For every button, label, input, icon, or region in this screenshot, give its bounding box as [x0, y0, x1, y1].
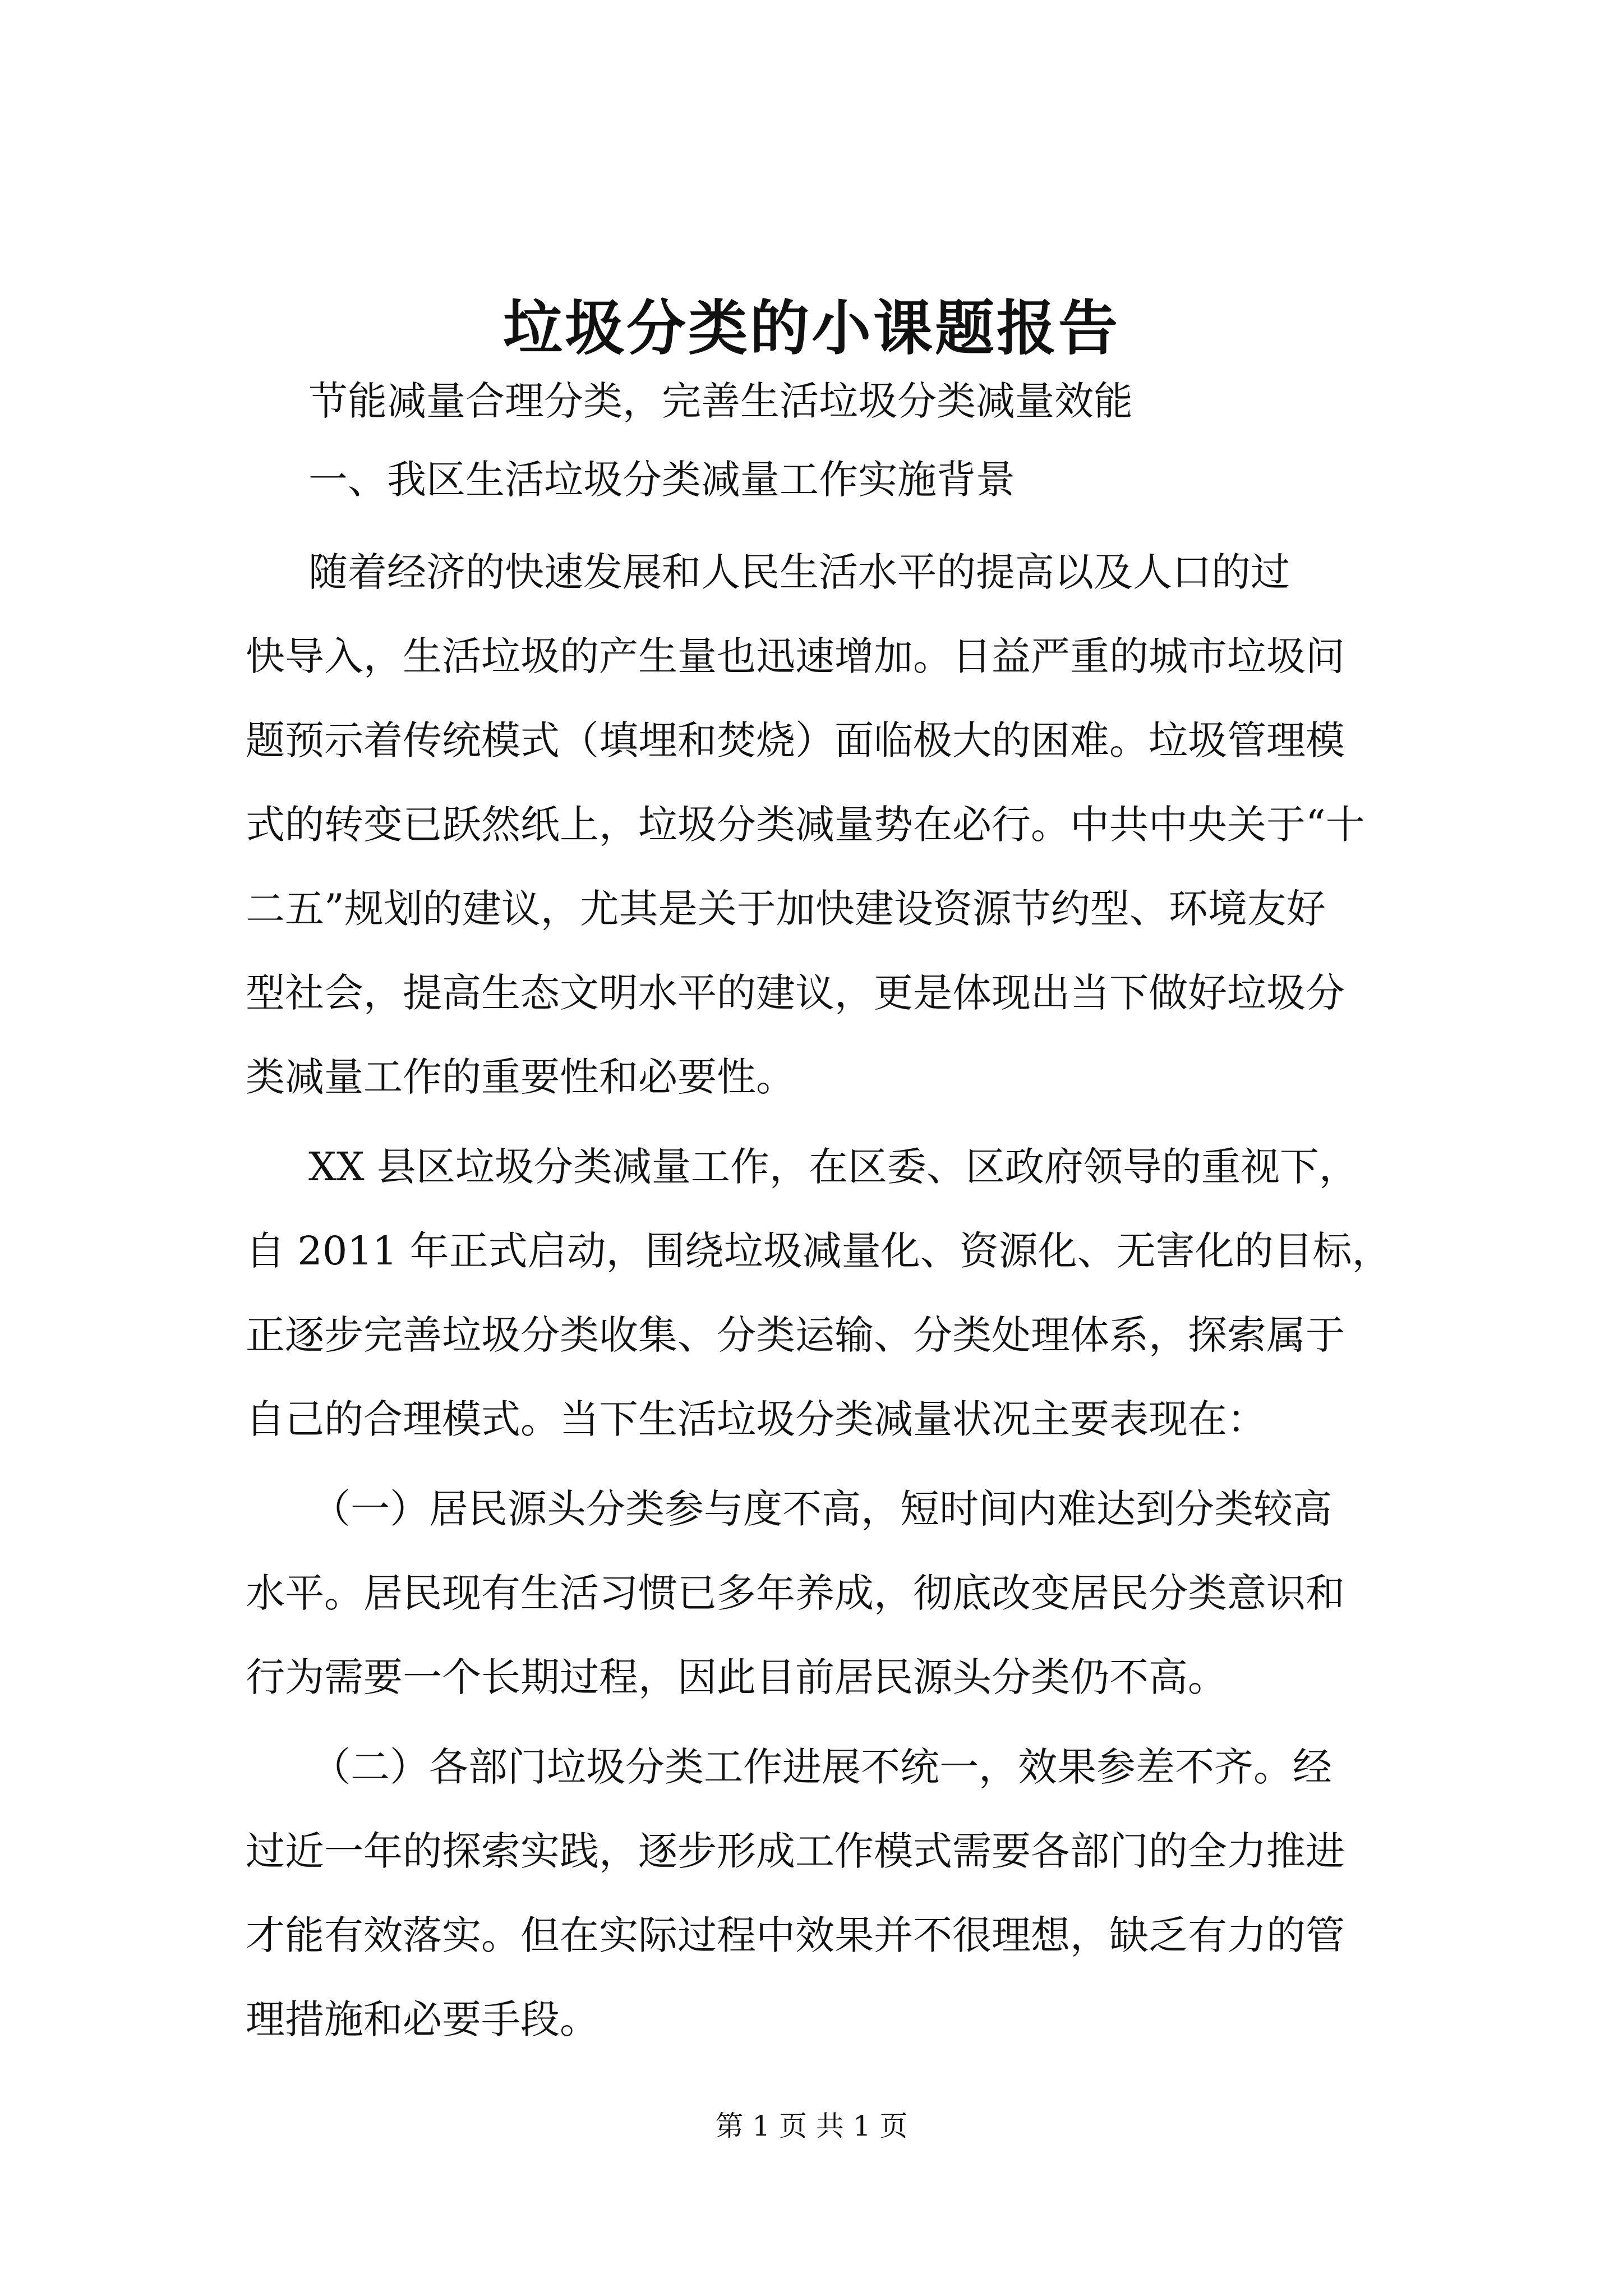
paragraph-line: 理措施和必要手段。 [246, 1996, 599, 2042]
paragraph-line: 式的转变已跃然纸上，垃圾分类减量势在必行。中共中央关于“十 [246, 802, 1365, 848]
paragraph-line: XX 县区垃圾分类减量工作，在区委、区政府领导的重视下， [308, 1144, 1358, 1190]
paragraph-line: 二五”规划的建议，尤其是关于加快建设资源节约型、环境友好 [246, 886, 1326, 932]
subtitle: 节能减量合理分类，完善生活垃圾分类减量效能 [308, 378, 1133, 424]
paragraph-line: （二）各部门垃圾分类工作进展不统一，效果参差不齐。经 [311, 1744, 1332, 1790]
paragraph-line: 型社会，提高生态文明水平的建议，更是体现出当下做好垃圾分 [246, 970, 1345, 1016]
paragraph-line: 过近一年的探索实践，逐步形成工作模式需要各部门的全力推进 [246, 1828, 1345, 1874]
paragraph-line: 才能有效落实。但在实际过程中效果并不很理想，缺乏有力的管 [246, 1912, 1345, 1958]
paragraph-line: （一）居民源头分类参与度不高，短时间内难达到分类较高 [311, 1486, 1332, 1532]
section-heading: 一、我区生活垃圾分类减量工作实施背景 [308, 457, 1015, 503]
paragraph-line: 水平。居民现有生活习惯已多年养成，彻底改变居民分类意识和 [246, 1570, 1345, 1616]
paragraph-line: 快导入，生活垃圾的产生量也迅速增加。日益严重的城市垃圾问 [246, 633, 1345, 679]
paragraph-line: 正逐步完善垃圾分类收集、分类运输、分类处理体系，探索属于 [246, 1312, 1345, 1358]
paragraph-line: 自 2011 年正式启动，围绕垃圾减量化、资源化、无害化的目标， [246, 1228, 1391, 1274]
paragraph-line: 随着经济的快速发展和人民生活水平的提高以及人口的过 [308, 549, 1290, 595]
paragraph-line: 行为需要一个长期过程，因此目前居民源头分类仍不高。 [246, 1654, 1227, 1700]
document-title: 垃圾分类的小课题报告 [503, 293, 1120, 363]
paragraph-line: 自己的合理模式。当下生活垃圾分类减量状况主要表现在： [246, 1396, 1266, 1442]
paragraph-line: 类减量工作的重要性和必要性。 [246, 1054, 795, 1100]
page-number-footer: 第 1 页 共 1 页 [715, 2110, 908, 2142]
paragraph-line: 题预示着传统模式（填埋和焚烧）面临极大的困难。垃圾管理模 [246, 717, 1345, 763]
